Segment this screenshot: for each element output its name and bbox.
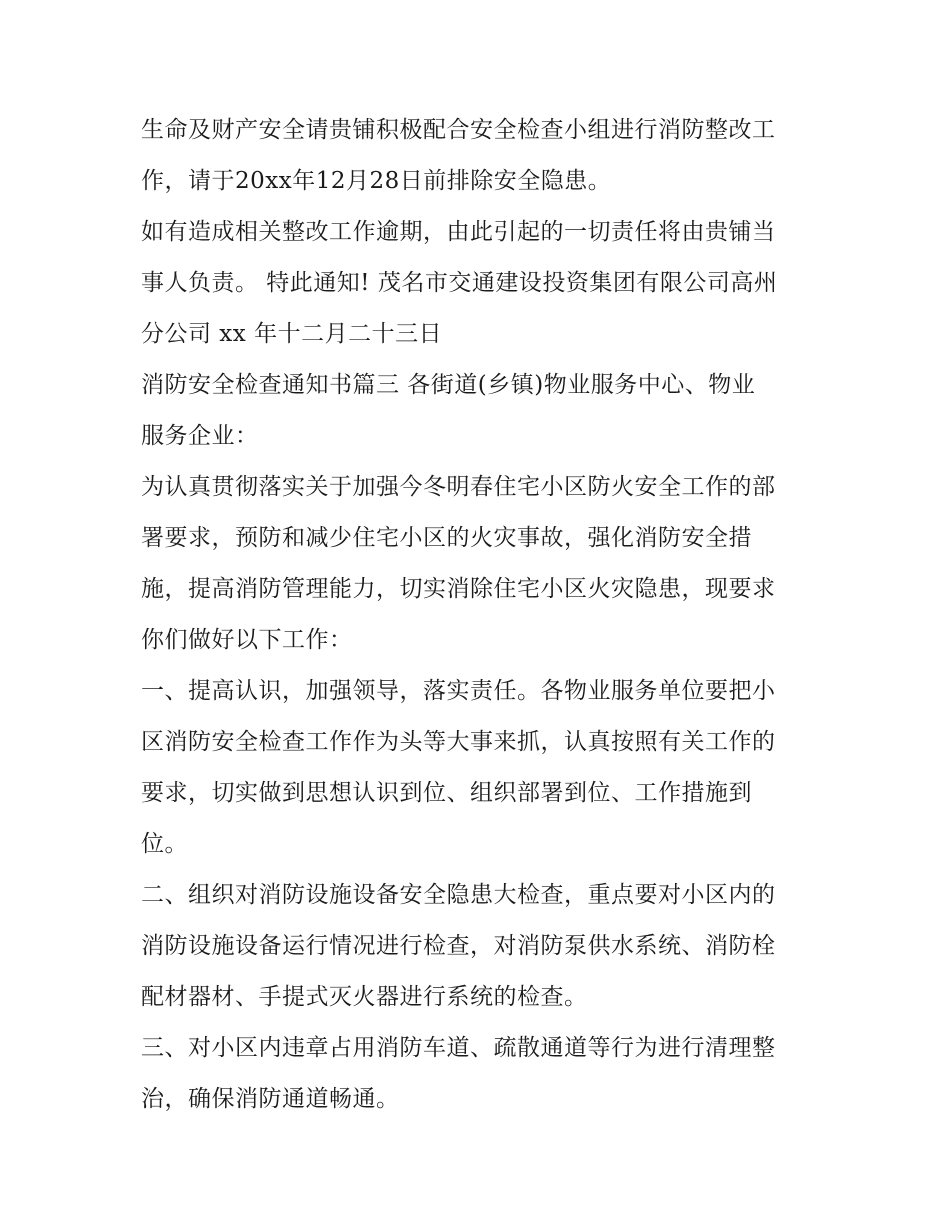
text-line: 生命及财产安全请贵铺积极配合安全检查小组进行消防整改工 — [141, 117, 776, 143]
text-line: 你们做好以下工作： — [141, 627, 353, 653]
text-line: 治，确保消防通道畅通。 — [141, 1086, 400, 1112]
text-line: 施，提高消防管理能力，切实消除住宅小区火灾隐患，现要求 — [141, 576, 776, 602]
text-line: 区消防安全检查工作作为头等大事来抓，认真按照有关工作的 — [141, 729, 776, 755]
text-line: 署要求，预防和减少住宅小区的火灾事故，强化消防安全措 — [141, 525, 752, 551]
text-line: 要求，切实做到思想认识到位、组织部署到位、工作措施到 — [141, 780, 752, 806]
text-line: 消防设施设备运行情况进行检查，对消防泵供水系统、消防栓 — [141, 933, 776, 959]
list-item-line: 一、提高认识，加强领导，落实责任。各物业服务单位要把小 — [141, 678, 776, 704]
text-line: 如有造成相关整改工作逾期，由此引起的一切责任将由贵铺当 — [141, 219, 776, 245]
text-line: 位。 — [141, 831, 188, 857]
document-body — [141, 105, 821, 1125]
text-line: 配材器材、手提式灭火器进行系统的检查。 — [141, 984, 588, 1010]
text-line: 服务企业： — [141, 423, 259, 449]
text-line: 事人负责。 特此通知! 茂名市交通建设投资集团有限公司高州 — [141, 270, 778, 296]
text-line: 为认真贯彻落实关于加强今冬明春住宅小区防火安全工作的部 — [141, 474, 776, 500]
list-item-line: 三、对小区内违章占用消防车道、疏散通道等行为进行清理整 — [141, 1035, 776, 1061]
text-line: 分公司 xx 年十二月二十三日 — [141, 321, 443, 347]
list-item-line: 二、组织对消防设施设备安全隐患大检查，重点要对小区内的 — [141, 882, 776, 908]
text-line: 作，请于20xx年12月28日前排除安全隐患。 — [141, 168, 612, 194]
section-heading-line: 消防安全检查通知书篇三 各街道(乡镇)物业服务中心、物业 — [141, 372, 756, 398]
